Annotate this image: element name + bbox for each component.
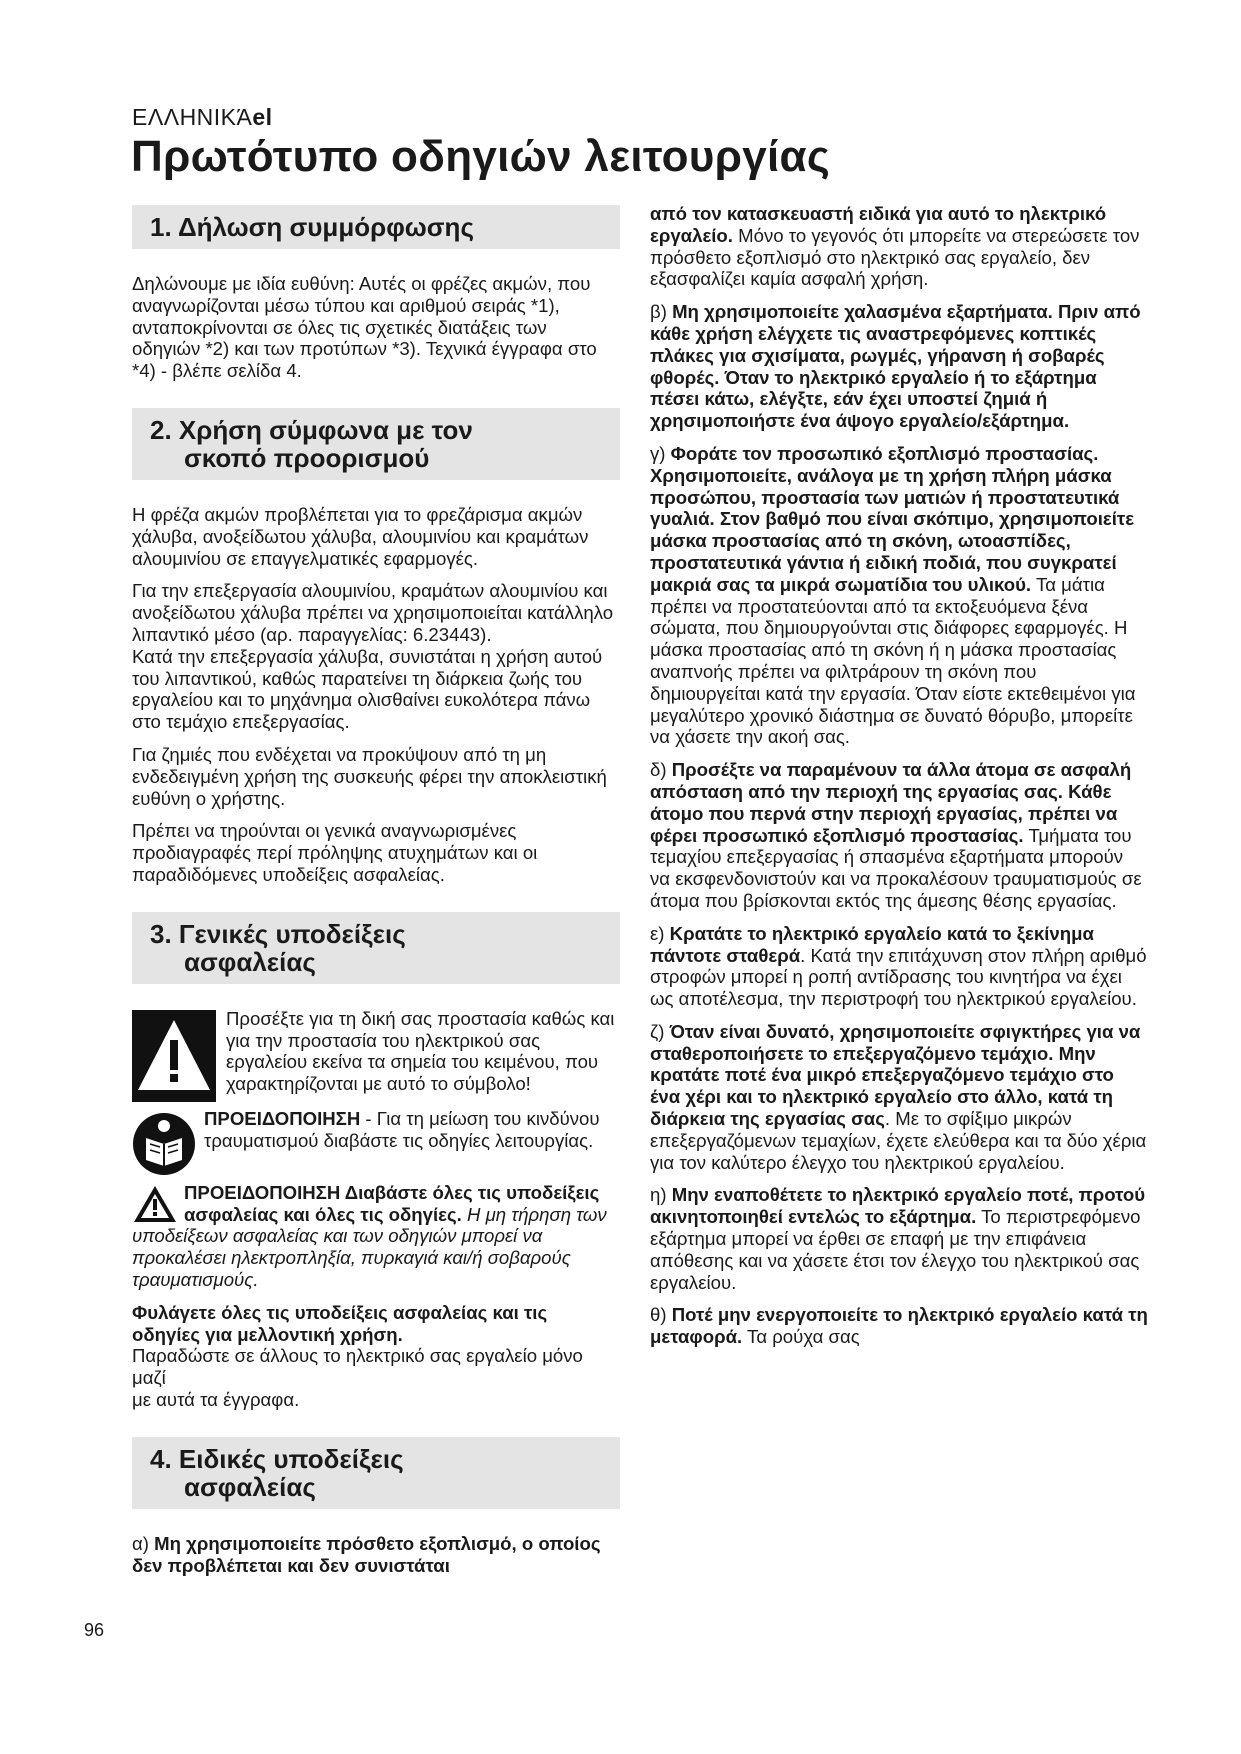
item-d-bold: Προσέξτε να παραμένουν τα άλλα άτομα σε ασφαλή απόσταση από την περιοχή της εργασίας σας. Κάθε άτομο που περνά στην περιοχή εργασίας, πρέπει να φέρει προσωπικό εξοπλισμό προστασίας. bbox=[650, 759, 1132, 846]
section-2-p4: Πρέπει να τηρούνται οι γενικά αναγνωρισμένες προδιαγραφές περί πρόληψης ατυχημάτων και οι παραδιδόμενες υποδείξεις ασφαλείας. bbox=[132, 820, 538, 885]
section-2-p2a: Για την επεξεργασία αλουμινίου, κραμάτων αλουμινίου και ανοξείδωτου χάλυβα πρέπει να χρησιμοποιείται κατάλληλο λιπαντικό μέσο (αρ. παραγγελίας: 6.23443). bbox=[132, 580, 614, 645]
item-c bbox=[650, 443, 1148, 748]
item-f-bold: Όταν είναι δυνατό, χρησιμοποιείτε σφιγκτήρες για να σταθεροποιήσετε το επεξεργαζόμενο τεμάχιο. Μην κρατάτε ποτέ ένα μικρό επεξεργαζόμενο τεμάχιο στο ένα χέρι και το ηλεκτρικό εργαλείο στο άλλο, κατά τη διάρκεια της εργασίας σας bbox=[650, 1020, 1141, 1130]
item-g-prefix: η) bbox=[650, 1184, 672, 1206]
section-2-heading-line2: σκοπό προορισμού bbox=[184, 442, 430, 473]
warning-read-manual bbox=[132, 1108, 620, 1176]
item-c-prefix: γ) bbox=[650, 442, 671, 464]
section-3-heading-line2: ασφαλείας bbox=[184, 946, 316, 977]
item-a-bold-right: από τον κατασκευαστή ειδικά για αυτό το ηλεκτρικό εργαλείο. bbox=[650, 203, 1107, 246]
item-a-text: Μόνο το γεγονός ότι μπορείτε να στερεώσετε τον πρόσθετο εξοπλισμό στο ηλεκτρικό σας εργαλείο, δεν εξασφαλίζει καμία ασφαλή χρήση. bbox=[650, 224, 1140, 290]
section-2-p2b: Κατά την επεξεργασία χάλυβα, συνιστάται η χρήση αυτού του λιπαντικού, καθώς παρατείνει τη διάρκεια ζωής του εργαλείου και το μηχάνημα ολισθαίνει ευκολότερα πάνω στο τεμάχιο επεξεργασίας. bbox=[132, 645, 603, 733]
section-3-heading bbox=[132, 912, 620, 984]
section-4-heading bbox=[132, 1437, 620, 1509]
item-b-prefix: β) bbox=[650, 301, 673, 323]
item-b bbox=[650, 301, 1148, 432]
item-d bbox=[650, 759, 1148, 912]
language-name: ΕΛΛΗΝΙΚΆ bbox=[132, 104, 253, 130]
item-d-text: Τμήματα του τεμαχίου επεξεργασίας ή σπασμένα εξαρτήματα μπορούν να εκσφενδονιστούν και να προκαλέσουν τραυματισμούς σε άτομα που βρίσκονται εκτός της άμεσης θέσης εργασίας. bbox=[650, 824, 1142, 911]
keep-instructions bbox=[132, 1302, 620, 1411]
section-2-heading bbox=[132, 408, 620, 480]
item-h-text: Τα ρούχα σας bbox=[742, 1326, 860, 1348]
section-1-text: Δηλώνουμε με ιδία ευθύνη: Αυτές οι φρέζες ακμών, που αναγνωρίζονται μέσω τύπου και αριθμού σειράς *1), ανταποκρίνονται σε όλες τις σχετικές διατάξεις των οδηγιών *2) και των προτύπων *3). Τεχνικά έγγραφα στο *4) - βλέπε σελίδα 4. bbox=[132, 273, 597, 382]
item-b-bold: Μη χρησιμοποιείτε χαλασμένα εξαρτήματα. Πριν από κάθε χρήση ελέγχετε τις αναστρεφόμενες κοπτικές πλάκες για σχισίματα, ρωγμές, γήρανση ή σοβαρές φθορές. Όταν το ηλεκτρικό εργαλείο ή το εξάρτημα πέσει κάτω, ελέγξτε, εάν έχει υποστεί ζημιά ή χρησιμοποιήστε ένα άψογο εργαλείο/εξάρτημα. bbox=[650, 301, 1141, 432]
item-e-prefix: ε) bbox=[650, 922, 670, 944]
keep-instructions-text2: με αυτά τα έγγραφα. bbox=[132, 1388, 300, 1410]
item-a-continued bbox=[650, 203, 1148, 290]
symbol-note-text: Προσέξτε για τη δική σας προστασία καθώς και για την προστασία του ηλεκτρικού σας εργαλείου εκείνα τα σημεία του κειμένου, που χαρακτηρίζονται με αυτό το σύμβολο! bbox=[226, 1007, 615, 1095]
item-d-prefix: δ) bbox=[650, 759, 672, 781]
item-g bbox=[650, 1184, 1148, 1293]
warning-triangle-icon bbox=[132, 1010, 216, 1102]
warning-read-all bbox=[132, 1182, 620, 1291]
item-c-bold: Φοράτε τον προσωπικό εξοπλισμό προστασίας. Χρησιμοποιείτε, ανάλογα με τη χρήση πλήρη μάσκα προσώπου, προστασία των ματιών ή προστατευτικά γυαλιά. Στον βαθμό που είναι σκόπιμο, χρησιμοποιείτε μάσκα προστασίας από τη σκόνη, ωτοασπίδες, προστατευτικά γάντια ή ειδική ποδιά, που συγκρατεί μακριά σας τα μικρά σωματίδια του υλικού. bbox=[650, 442, 1135, 595]
item-f bbox=[650, 1021, 1148, 1174]
item-h bbox=[650, 1304, 1148, 1348]
item-g-text: Το περιστρεφόμενο εξάρτημα μπορεί να έρθει σε επαφή με την επιφάνεια απόθεσης και να χάσετε έτσι τον έλεγχο του ηλεκτρικού σας εργαλείου. bbox=[650, 1206, 1141, 1293]
section-2-heading-line1: 2. Χρήση σύμφωνα με τον bbox=[150, 414, 473, 445]
keep-instructions-text1: Παραδώστε σε άλλους το ηλεκτρικό σας εργαλείο μόνο μαζί bbox=[132, 1345, 583, 1389]
item-h-bold: Ποτέ μην ενεργοποιείτε το ηλεκτρικό εργαλείο κατά τη μεταφορά. bbox=[650, 1304, 1148, 1348]
warning-read-all-italic: Η μη τήρηση των υποδείξεων ασφαλείας και των οδηγιών μπορεί να προκαλέσει ηλεκτροπληξία, πυρκαγιά και/ή σοβαρούς τραυματισμούς. bbox=[132, 1203, 607, 1290]
read-manual-icon bbox=[132, 1112, 196, 1176]
item-e bbox=[650, 923, 1148, 1010]
section-2-p1: Η φρέζα ακμών προβλέπεται για το φρεζάρισμα ακμών χάλυβα, ανοξείδωτου χάλυβα, αλουμινίου και κραμάτων αλουμινίου σε επαγγελματικές εφαρμογές. bbox=[132, 503, 589, 569]
page-title: Πρωτότυπο οδηγιών λειτουργίας bbox=[131, 132, 831, 181]
section-1-heading-text: 1. Δήλωση συμμόρφωσης bbox=[150, 212, 474, 242]
item-a-start bbox=[132, 1533, 620, 1577]
warning-small-icon bbox=[132, 1184, 178, 1224]
item-a-prefix: α) bbox=[132, 1532, 155, 1554]
item-a-bold-left: Μη χρησιμοποιείτε πρόσθετο εξοπλισμό, ο οποίος δεν προβλέπεται και δεν συνιστάται bbox=[132, 1532, 601, 1576]
section-1-heading bbox=[132, 205, 620, 249]
page-number: 96 bbox=[84, 1620, 105, 1640]
right-column bbox=[650, 203, 1148, 1359]
item-e-bold: Κρατάτε το ηλεκτρικό εργαλείο κατά το ξεκίνημα πάντοτε σταθερά bbox=[650, 922, 1094, 966]
section-4-heading-line1: 4. Ειδικές υποδείξεις bbox=[150, 1443, 404, 1474]
warning-read-all-bold: ΠΡΟΕΙΔΟΠΟΙΗΣΗ Διαβάστε όλες τις υποδείξεις ασφαλείας και όλες τις οδηγίες. bbox=[184, 1181, 600, 1225]
item-h-prefix: θ) bbox=[650, 1304, 672, 1326]
language-label bbox=[132, 104, 273, 131]
warning-read-manual-label: ΠΡΟΕΙΔΟΠΟΙΗΣΗ bbox=[204, 1107, 361, 1129]
item-f-prefix: ζ) bbox=[650, 1020, 670, 1042]
section-2-p3: Για ζημιές που ενδέχεται να προκύψουν από τη μη ενδεδειγμένη χρήση της συσκευής φέρει την αποκλειστική ευθύνη ο χρήστης. bbox=[132, 743, 607, 809]
symbol-note bbox=[132, 1008, 620, 1102]
warning-read-manual-text: - Για τη μείωση του κινδύνου τραυματισμού διαβάστε τις οδηγίες λειτουργίας. bbox=[204, 1107, 600, 1151]
item-e-text: . Κατά την επιτάχυνση στον πλήρη αριθμό στροφών μπορεί η ροπή αντίδρασης του κινητήρα να έχει ως αποτέλεσμα, την περιστροφή του ηλεκτρικού εργαλείου. bbox=[650, 944, 1147, 1010]
language-code: el bbox=[252, 104, 273, 130]
left-column bbox=[132, 205, 620, 1587]
section-4-heading-line2: ασφαλείας bbox=[184, 1471, 316, 1502]
item-f-text: . Με το σφίξιμο μικρών επεξεργαζόμενων τεμαχίων, έχετε ελεύθερα και τα δύο χέρια για τον καλύτερο έλεγχο του ηλεκτρικού εργαλείου. bbox=[650, 1108, 1147, 1173]
section-3-heading-line1: 3. Γενικές υποδείξεις bbox=[150, 918, 406, 949]
item-c-text: Τα μάτια πρέπει να προστατεύονται από τα εκτοξευόμενα ξένα σώματα, που δημιουργούνται στις διάφορες εφαρμογές. Η μάσκα προστασίας από τη σκόνη ή η μάσκα προστασίας αναπνοής πρέπει να φιλτράρουν τη σκόνη που δημιουργείται κατά την εργασία. Όταν είστε εκτεθειμένοι για μεγαλύτερο χρονικό διάστημα σε δυνατό θόρυβο, μπορείτε να χάσετε την ακοή σας. bbox=[650, 573, 1136, 748]
item-g-bold: Μην εναποθέτετε το ηλεκτρικό εργαλείο ποτέ, προτού ακινητοποιηθεί εντελώς το εξάρτημα. bbox=[650, 1184, 1146, 1228]
keep-instructions-bold: Φυλάγετε όλες τις υποδείξεις ασφαλείας και τις οδηγίες για μελλοντική χρήση. bbox=[132, 1301, 548, 1345]
